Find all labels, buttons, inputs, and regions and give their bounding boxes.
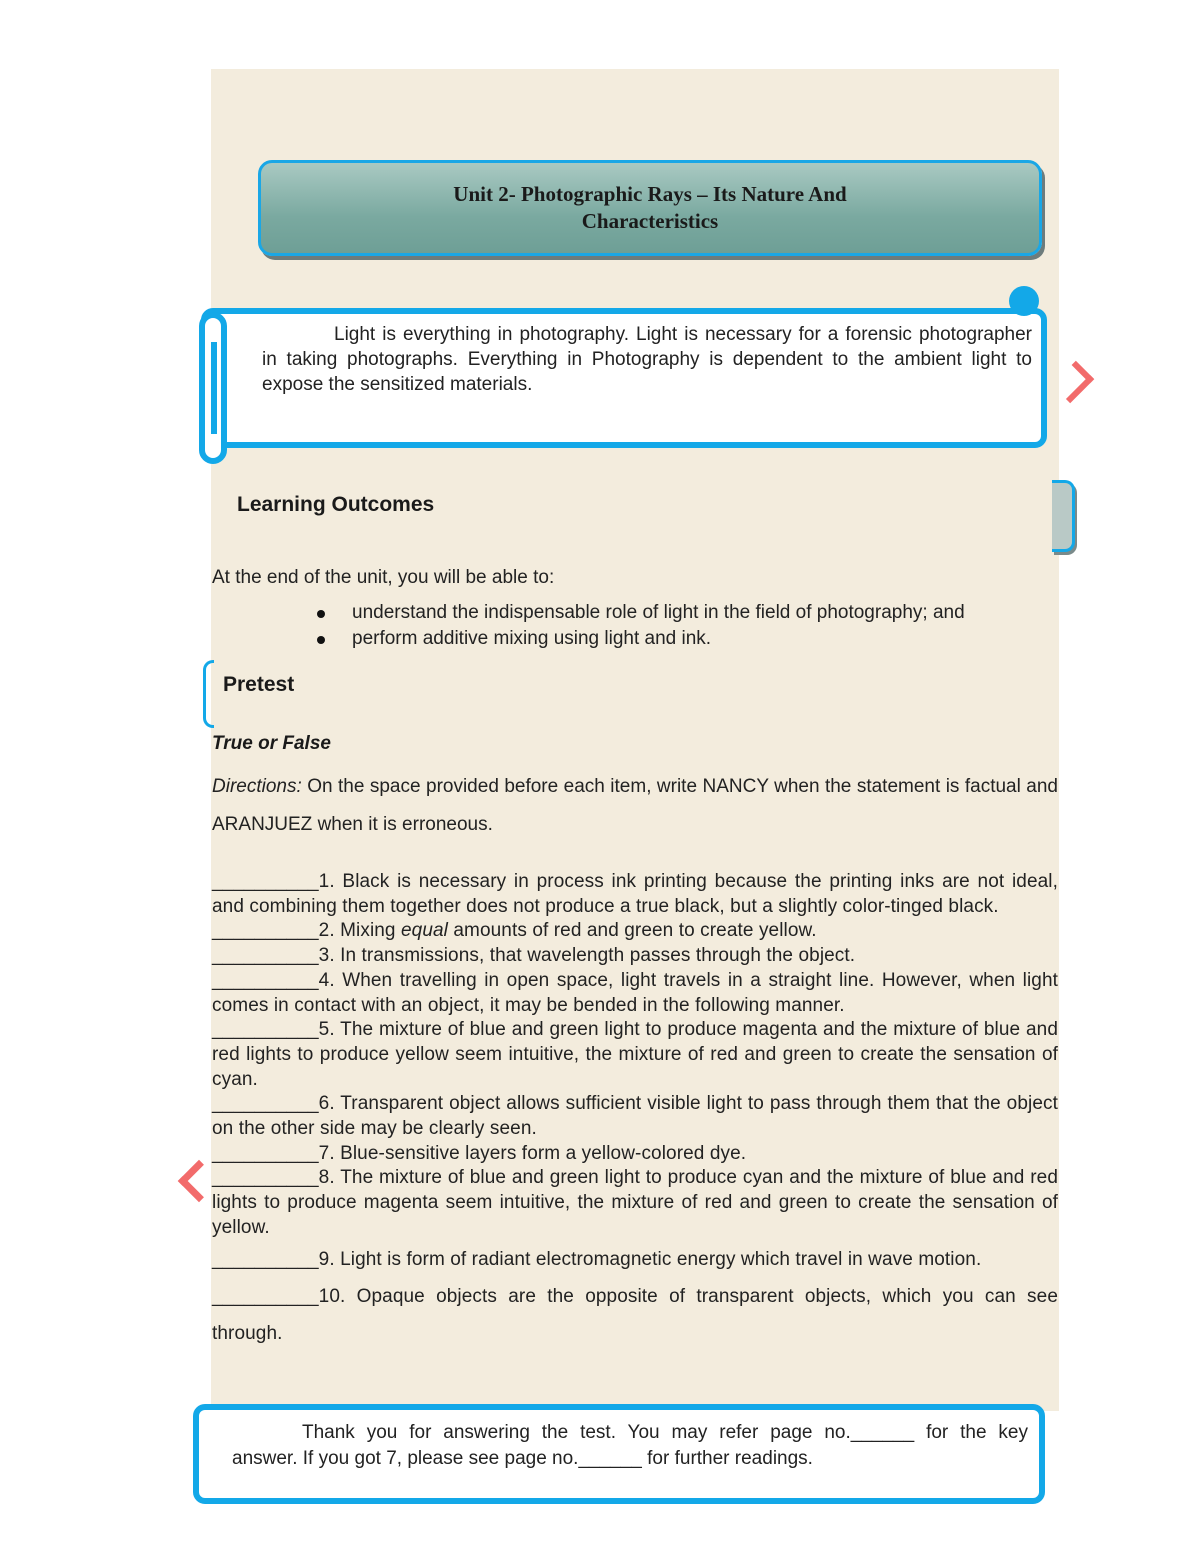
- learning-outcomes-list: [310, 600, 965, 652]
- pretest-item: __________4. When travelling in open space, light travels in a straight line. However, when light comes in contact with an object, it may be bended in the following manner.: [212, 969, 1058, 1016]
- pretest-item: __________1. Black is necessary in process ink printing because the printing inks are not ideal, and combining them together does not produce a true black, but a slightly color-tinged black.: [212, 871, 1058, 917]
- learning-outcome-item: perform additive mixing using light and ink.: [310, 626, 965, 652]
- pretest-item: __________8. The mixture of blue and green light to produce cyan and the mixture of blue and red lights to produce magenta seem intuitive, the mixture of red and green to create the sensation of yellow.: [212, 1167, 1058, 1238]
- pretest-item: __________6. Transparent object allows sufficient visible light to pass through them that the object on the other side may be clearly seen.: [212, 1093, 1058, 1140]
- scroll-curl-decoration: [199, 312, 227, 464]
- pretest-item: __________2. Mixing equal amounts of red and green to create yellow.: [212, 920, 817, 942]
- unit-title-line-1: Unit 2- Photographic Rays – Its Nature And: [453, 182, 847, 206]
- unit-title: [410, 181, 890, 235]
- blue-tab-decoration-right: [1052, 480, 1075, 552]
- directions-paragraph: [212, 768, 1058, 844]
- learning-outcomes-heading: Learning Outcomes: [237, 493, 435, 516]
- unit-title-line-2: Characteristics: [581, 209, 719, 233]
- pretest-item: __________5. The mixture of blue and green light to produce magenta and the mixture of blue and red lights to produce yellow seem intuitive, the mixture of red and green to create the sensation of cyan.: [212, 1019, 1058, 1090]
- outro-line-1: Thank you for answering the test. You may refer page no.______ for the key: [302, 1422, 1028, 1443]
- pretest-item: __________9. Light is form of radiant electromagnetic energy which travel in wave motion.: [212, 1248, 982, 1270]
- directions-label: Directions:: [212, 776, 302, 797]
- pretest-heading: Pretest: [223, 673, 295, 696]
- learning-outcome-item: understand the indispensable role of light in the field of photography; and: [310, 600, 965, 626]
- unit-title-banner: [258, 160, 1042, 256]
- pretest-item: __________3. In transmissions, that wavelength passes through the object.: [212, 945, 856, 967]
- directions-text: On the space provided before each item, write NANCY when the statement is factual and ARANJUEZ when it is erroneous.: [212, 776, 1058, 835]
- pretest-items: [212, 870, 1058, 1352]
- true-or-false-heading: True or False: [212, 733, 331, 754]
- pretest-item: __________7. Blue-sensitive layers form a yellow-colored dye.: [212, 1142, 747, 1164]
- emphasis-text: equal: [400, 920, 448, 942]
- intro-text: Light is everything in photography. Light is necessary for a forensic photographer in taking photographs. Everything in Photography is dependent to the ambient light to expose the sensitized materials.: [262, 324, 1032, 395]
- intro-paragraph: [262, 322, 1032, 397]
- outro-line-2: answer. If you got 7, please see page no.______ for further readings.: [232, 1448, 813, 1469]
- learning-outcomes-lead: At the end of the unit, you will be able to:: [212, 567, 555, 588]
- outro-paragraph: [232, 1420, 1028, 1472]
- pretest-item: __________10. Opaque objects are the opposite of transparent objects, which you can see through.: [212, 1285, 1058, 1344]
- scroll-knob-decoration: [1009, 286, 1039, 316]
- blue-tab-decoration-left: [203, 660, 214, 728]
